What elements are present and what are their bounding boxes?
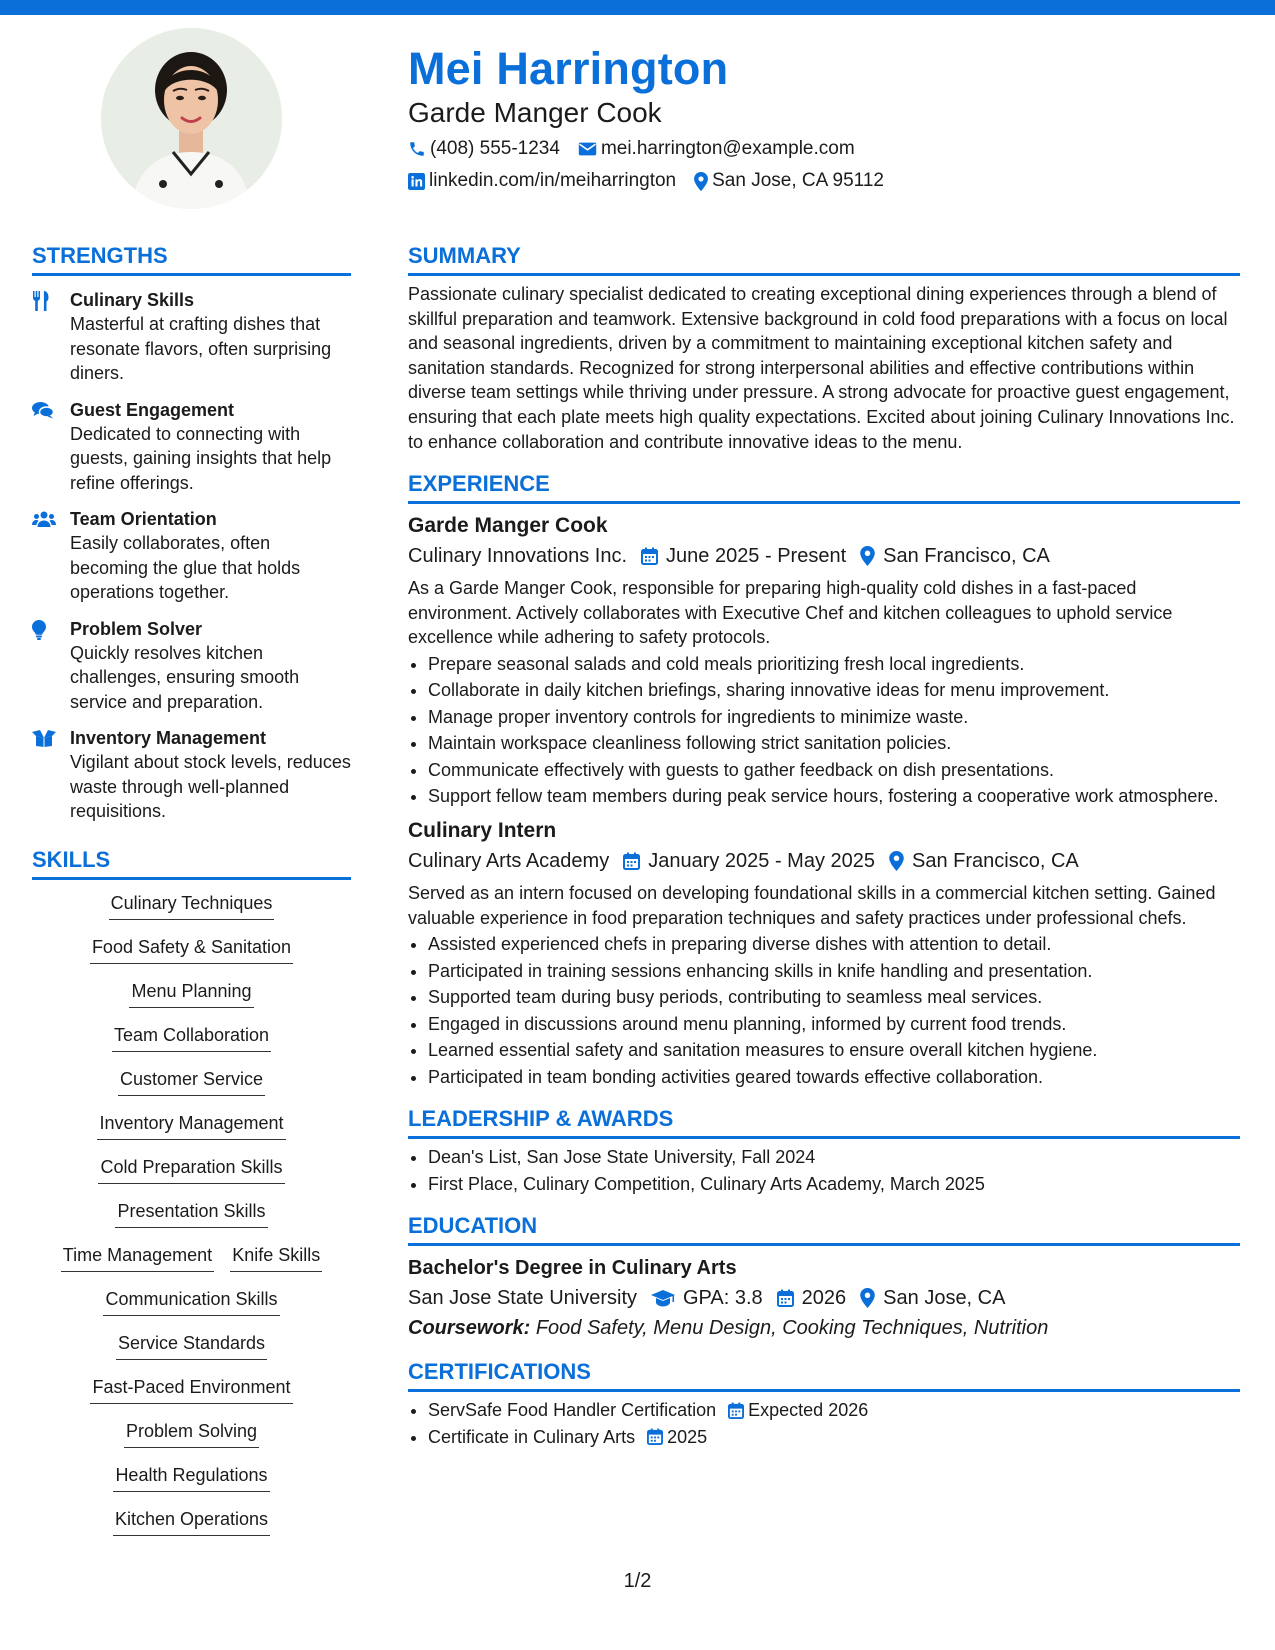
coursework-text: Food Safety, Menu Design, Cooking Techniques, Nutrition	[535, 1317, 1049, 1340]
summary-text: Passionate culinary specialist dedicated to creating exceptional dining experiences through a blend of skillful preparation and teamwork. Extensive background in cold food preparations with a focus on local and seasonal ingredients, driven by a commitment to maintaining exceptional kitchen safety and sanitation standards. Recognized for strong interpersonal abilities and effective contributions within diverse team settings while thriving under pressure. A strong advocate for proactive guest engagement, ensuring that each plate meets high quality expectations. Excited about joining Culinary Innovations Inc. to enhance collaboration and contribute innovative ideas to the menu.	[408, 284, 1235, 452]
skill-tag: Service Standards	[116, 1330, 267, 1360]
utensils-icon	[32, 291, 50, 311]
certification-date: Expected 2026	[748, 1400, 869, 1421]
award-item: • Dean's List, San Jose State University, Fall 2024	[428, 1145, 1240, 1170]
map-marker-icon	[860, 546, 875, 566]
strengths-heading: STRENGTHS	[32, 242, 351, 276]
skill-tag: Presentation Skills	[115, 1198, 267, 1228]
job-company: Culinary Innovations Inc.	[408, 545, 628, 568]
education-heading: EDUCATION	[408, 1212, 1240, 1246]
bullet-item: • Prepare seasonal salads and cold meals prioritizing fresh local ingredients.	[428, 652, 1240, 677]
contact-row-2	[408, 168, 1228, 194]
school-location: San Jose, CA	[883, 1287, 1006, 1310]
strength-item	[32, 726, 351, 824]
comments-icon	[32, 401, 54, 419]
map-marker-icon	[860, 1288, 875, 1308]
phone-text[interactable]: (408) 555-1234	[430, 138, 560, 159]
job-location: San Francisco, CA	[883, 545, 1050, 568]
calendar-icon	[623, 852, 640, 870]
strength-item	[32, 617, 351, 715]
strength-item	[32, 398, 351, 496]
bullet-item: • Participated in training sessions enhancing skills in knife handling and presentation.	[428, 959, 1240, 984]
strength-title: Culinary Skills	[70, 290, 195, 310]
strength-desc: Quickly resolves kitchen challenges, ensuring smooth service and preparation.	[70, 642, 300, 712]
location-item	[694, 168, 884, 194]
skill-tag: Communication Skills	[103, 1286, 279, 1316]
job-title: Culinary Intern	[408, 818, 557, 842]
page-number: 1/2	[623, 1570, 652, 1592]
bullet-item: • Participated in team bonding activities geared towards effective collaboration.	[428, 1065, 1240, 1090]
calendar-icon	[777, 1289, 794, 1307]
skill-tag: Knife Skills	[230, 1242, 322, 1272]
strength-title: Inventory Management	[70, 728, 267, 748]
degree-title: Bachelor's Degree in Culinary Arts	[408, 1257, 737, 1280]
certification-item	[428, 1425, 1240, 1450]
bullet-item: • Support fellow team members during peak service hours, fostering a cooperative work atmosphere.	[428, 784, 1240, 809]
strength-desc: Masterful at crafting dishes that resonate flavors, often surprising diners.	[70, 314, 332, 383]
map-marker-icon	[694, 172, 708, 191]
box-open-icon	[32, 729, 56, 747]
strength-desc: Easily collaborates, often becoming the glue that holds operations together.	[70, 533, 301, 602]
strength-desc: Vigilant about stock levels, reduces waste through well-planned requisitions.	[70, 752, 351, 821]
coursework	[408, 1314, 1240, 1342]
right-column	[408, 242, 1240, 1449]
job-title: Garde Manger Cook	[408, 514, 608, 538]
candidate-name: Mei Harrington	[408, 43, 729, 94]
resume-header	[408, 40, 1228, 194]
certification-item	[428, 1398, 1240, 1423]
skill-tag: Problem Solving	[124, 1418, 259, 1448]
leadership-heading: LEADERSHIP & AWARDS	[408, 1105, 1240, 1139]
skill-tag: Time Management	[61, 1242, 214, 1272]
location-text: San Jose, CA 95112	[712, 170, 884, 191]
lightbulb-icon	[32, 620, 46, 640]
school-name: San Jose State University	[408, 1287, 637, 1310]
bullet-item: • Communicate effectively with guests to gather feedback on dish presentations.	[428, 758, 1240, 783]
email-item	[578, 136, 855, 162]
job-description: As a Garde Manger Cook, responsible for preparing high-quality cold dishes in a fast-paced environment. Actively collaborates with Executive Chef and kitchen colleagues to uphold service excellence while adhering to safety protocols.	[408, 578, 1173, 648]
job-location: San Francisco, CA	[912, 849, 1079, 872]
left-column	[32, 242, 351, 1536]
skill-tag: Food Safety & Sanitation	[90, 934, 293, 964]
job-bullets	[408, 652, 1240, 809]
graduation-cap-icon	[651, 1290, 675, 1307]
leadership-list	[408, 1145, 1240, 1196]
strength-title: Problem Solver	[70, 618, 203, 639]
skill-tag: Inventory Management	[97, 1110, 285, 1140]
skill-tag: Culinary Techniques	[109, 890, 275, 920]
profile-photo	[101, 28, 282, 209]
map-marker-icon	[889, 851, 904, 871]
job-entry	[408, 512, 1240, 809]
calendar-icon	[647, 1428, 663, 1445]
experience-heading: EXPERIENCE	[408, 470, 1240, 504]
certifications-heading: CERTIFICATIONS	[408, 1358, 1240, 1392]
phone-item	[408, 136, 560, 162]
skill-tag: Team Collaboration	[112, 1022, 271, 1052]
strength-title: Guest Engagement	[70, 399, 235, 420]
users-icon	[32, 510, 56, 528]
top-accent-bar	[0, 0, 1275, 15]
strength-desc: Dedicated to connecting with guests, gaining insights that help refine offerings.	[70, 423, 332, 493]
gpa-text: GPA: 3.8	[683, 1287, 763, 1310]
phone-icon	[408, 140, 426, 158]
certification-name: • ServSafe Food Handler Certification	[428, 1400, 717, 1421]
bullet-item: • Assisted experienced chefs in preparing diverse dishes with attention to detail.	[428, 932, 1240, 957]
job-meta	[408, 542, 1240, 570]
candidate-title: Garde Manger Cook	[408, 97, 662, 128]
bullet-item: • Supported team during busy periods, contributing to seamless meal services.	[428, 985, 1240, 1010]
strength-item	[32, 507, 351, 605]
contact-row-1	[408, 136, 1228, 162]
bullet-item: • Manage proper inventory controls for ingredients to minimize waste.	[428, 705, 1240, 730]
job-description: Served as an intern focused on developing foundational skills in a commercial kitchen setting. Gained valuable experience in food preparation techniques and safety practices under professional chefs.	[408, 882, 1216, 928]
bullet-item: • Maintain workspace cleanliness following strict sanitation policies.	[428, 731, 1240, 756]
linkedin-text[interactable]: linkedin.com/in/meiharrington	[429, 170, 677, 191]
job-dates: January 2025 - May 2025	[648, 849, 876, 872]
graduation-year: 2026	[801, 1287, 847, 1310]
job-dates: June 2025 - Present	[666, 545, 847, 568]
bullet-item: • Collaborate in daily kitchen briefings, sharing innovative ideas for menu improvement.	[428, 678, 1240, 703]
calendar-icon	[728, 1402, 744, 1419]
job-company: Culinary Arts Academy	[408, 849, 610, 872]
calendar-icon	[641, 547, 658, 565]
skill-tag: Cold Preparation Skills	[98, 1154, 284, 1184]
linkedin-icon	[408, 173, 425, 190]
job-meta	[408, 847, 1240, 875]
certification-name: • Certificate in Culinary Arts	[428, 1426, 636, 1447]
skill-tag: Fast-Paced Environment	[90, 1374, 292, 1404]
email-text[interactable]: mei.harrington@example.com	[600, 138, 855, 159]
job-bullets	[408, 932, 1240, 1089]
envelope-icon	[578, 141, 597, 157]
skills-list	[32, 890, 351, 1536]
bullet-item: • Learned essential safety and sanitation measures to ensure overall kitchen hygiene.	[428, 1038, 1240, 1063]
linkedin-item	[408, 168, 676, 194]
award-item: • First Place, Culinary Competition, Culinary Arts Academy, March 2025	[428, 1172, 1240, 1197]
skill-tag: Customer Service	[118, 1066, 265, 1096]
skills-heading: SKILLS	[32, 846, 351, 880]
education-meta	[408, 1284, 1240, 1312]
skill-tag: Menu Planning	[129, 978, 253, 1008]
strength-item	[32, 288, 351, 386]
certifications-list	[408, 1398, 1240, 1449]
strength-title: Team Orientation	[70, 509, 217, 529]
summary-heading: SUMMARY	[408, 242, 1240, 276]
skill-tag: Kitchen Operations	[113, 1506, 270, 1536]
bullet-item: • Engaged in discussions around menu planning, informed by current food trends.	[428, 1012, 1240, 1037]
job-entry	[408, 817, 1240, 1089]
coursework-label: Coursework:	[408, 1317, 531, 1340]
skill-tag: Health Regulations	[113, 1462, 269, 1492]
certification-date: 2025	[667, 1426, 708, 1447]
